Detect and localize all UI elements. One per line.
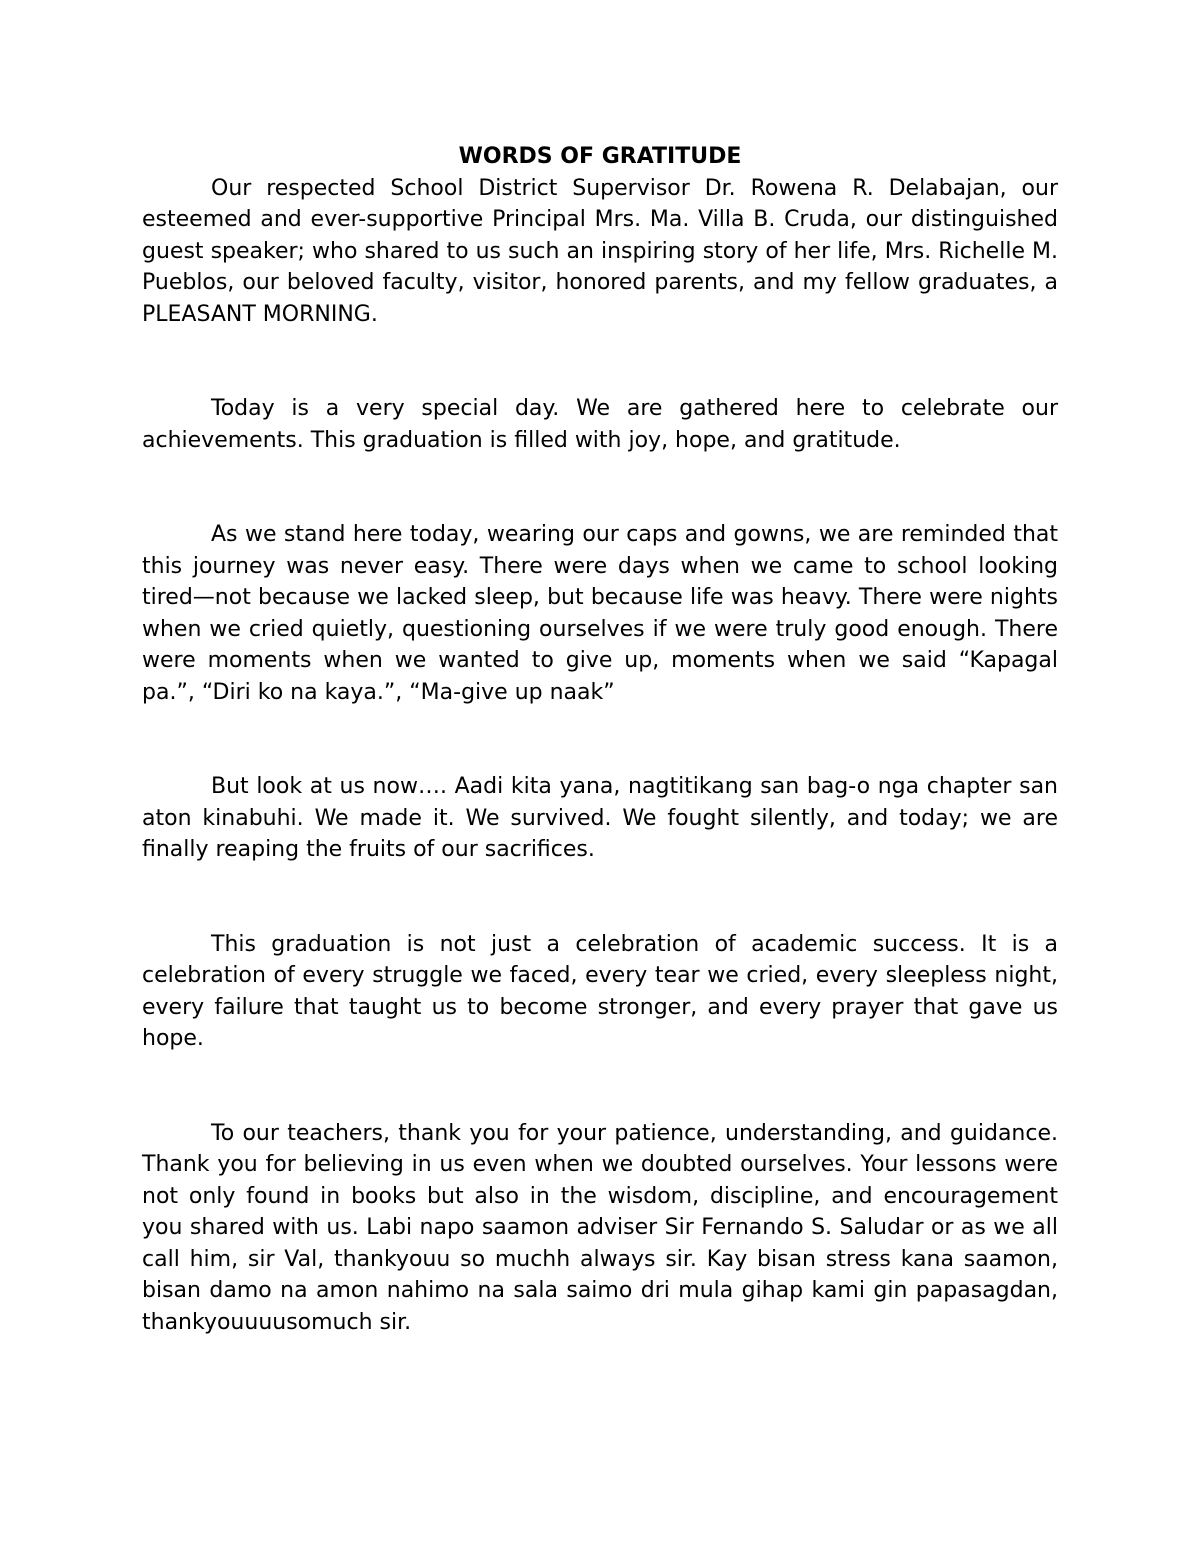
paragraph-special-day: Today is a very special day. We are gathered here to celebrate our achievements. This graduation is filled with joy, hope, and gratitude. bbox=[142, 396, 1058, 453]
document-title: WORDS OF GRATITUDE bbox=[458, 144, 742, 169]
paragraph-salutation: Our respected School District Supervisor Dr. Rowena R. Delabajan, our esteemed and ever-supportive Principal Mrs. Ma. Villa B. Cruda, our distinguished guest speaker; who shared to us such an inspiring story of her life, Mrs. Richelle M. Pueblos, our beloved faculty, visitor, honored parents, and my fellow graduates, a PLEASANT MORNING. bbox=[142, 175, 1058, 327]
paragraph-spacer bbox=[142, 866, 1058, 929]
paragraph-spacer bbox=[142, 330, 1058, 393]
paragraph-celebration: This graduation is not just a celebration of academic success. It is a celebration of every struggle we faced, every tear we cried, every sleepless night, every failure that taught us to become stronger, and every prayer that gave us hope. bbox=[142, 931, 1058, 1051]
paragraph-spacer bbox=[142, 708, 1058, 771]
paragraph-journey: As we stand here today, wearing our caps and gowns, we are reminded that this journey was never easy. There were days when we came to school looking tired—not because we lacked sleep, but because life was heavy. There were nights when we cried quietly, questioning ourselves if we were truly good enough. There were moments when we wanted to give up, moments when we said “Kapagal pa.”, “Diri ko na kaya.”, “Ma-give up naak” bbox=[142, 522, 1058, 705]
document-body bbox=[142, 141, 1058, 1338]
paragraph-spacer bbox=[142, 456, 1058, 519]
paragraph-spacer bbox=[142, 1055, 1058, 1118]
paragraph-teachers: To our teachers, thank you for your patience, understanding, and guidance. Thank you for believing in us even when we doubted ourselves. Your lessons were not only found in books but also in the wisdom, discipline, and encouragement you shared with us. Labi napo saamon adviser Sir Fernando S. Saludar or as we all call him, sir Val, thankyouu so muchh always sir. Kay bisan stress kana saamon, bisan damo na amon nahimo na sala saimo dri mula gihap kami gin papasagdan, thankyouuuusomuch sir. bbox=[142, 1120, 1058, 1335]
paragraph-look-at-us: But look at us now…. Aadi kita yana, nagtitikang san bag-o nga chapter san aton kinabuhi. We made it. We survived. We fought silently, and today; we are finally reaping the fruits of our sacrifices. bbox=[142, 774, 1058, 862]
